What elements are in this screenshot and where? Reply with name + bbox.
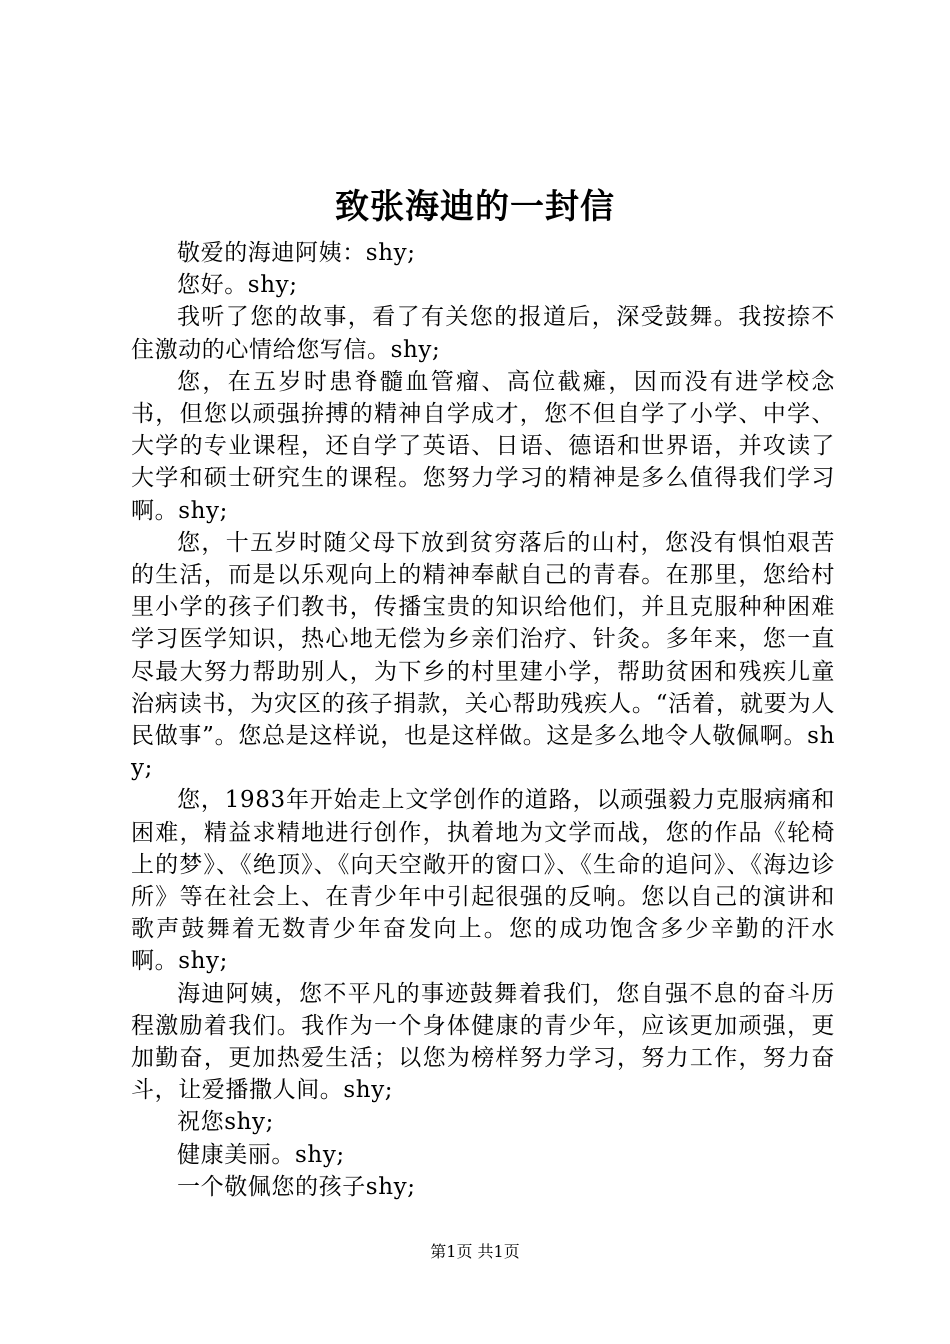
greeting: 您好。shy; — [177, 272, 298, 299]
letter-title: 致张海迪的一封信 — [335, 187, 615, 227]
body-paragraph: 海迪阿姨，您不平凡的事迹鼓舞着我们，您自强不息的奋斗历程激励着我们。我作为一个身体健康的青少年，应该更加顽强，更加勤奋，更加热爱生活；以您为榜样努力学习，努力工作，努力奋斗，让爱播撒人间。shy; — [131, 980, 835, 1104]
signature: 一个敬佩您的孩子shy; — [177, 1173, 416, 1200]
body-paragraph: 您，1983年开始走上文学创作的道路，以顽强毅力克服病痛和困难，精益求精地进行创作，执着地为文学而战，您的作品《轮椅上的梦》、《绝顶》、《向天空敞开的窗口》、《生命的追问》、《海边诊所》等在社会上、在青少年中引起很强的反响。您以自己的演讲和歌声鼓舞着无数青少年奋发向上。您的成功饱含多少辛勤的汗水啊。shy; — [131, 787, 835, 975]
salutation: 敬爱的海迪阿姨：shy; — [177, 240, 416, 266]
body-paragraph: 您，十五岁时随父母下放到贫穷落后的山村，您没有惧怕艰苦的生活，而是以乐观向上的精神奉献自己的青春。在那里，您给村里小学的孩子们教书，传播宝贵的知识给他们，并且克服种种困难学习医学知识，热心地无偿为乡亲们治疗、针灸。多年来，您一直尽最大努力帮助别人，为下乡的村里建小学，帮助贫困和残疾儿童治病读书，为灾区的孩子捐款，关心帮助残疾人。“活着，就要为人民做事”。您总是这样说，也是这样做。这是多么地令人敬佩啊。shy; — [131, 529, 835, 782]
closing-wish: 祝您shy; — [177, 1109, 274, 1136]
page-number-footer: 第1页 共1页 — [430, 1242, 520, 1261]
body-paragraph: 我听了您的故事，看了有关您的报道后，深受鼓舞。我按捺不住激动的心情给您写信。shy; — [131, 304, 835, 363]
letter-body — [131, 237, 835, 1203]
body-paragraph: 您，在五岁时患脊髓血管瘤、高位截瘫，因而没有进学校念书，但您以顽强拚搏的精神自学成才，您不但自学了小学、中学、大学的专业课程，还自学了英语、日语、德语和世界语，并攻读了大学和硕士研究生的课程。您努力学习的精神是多么值得我们学习啊。shy; — [131, 368, 835, 524]
closing-wish-continued: 健康美丽。shy; — [177, 1141, 345, 1168]
